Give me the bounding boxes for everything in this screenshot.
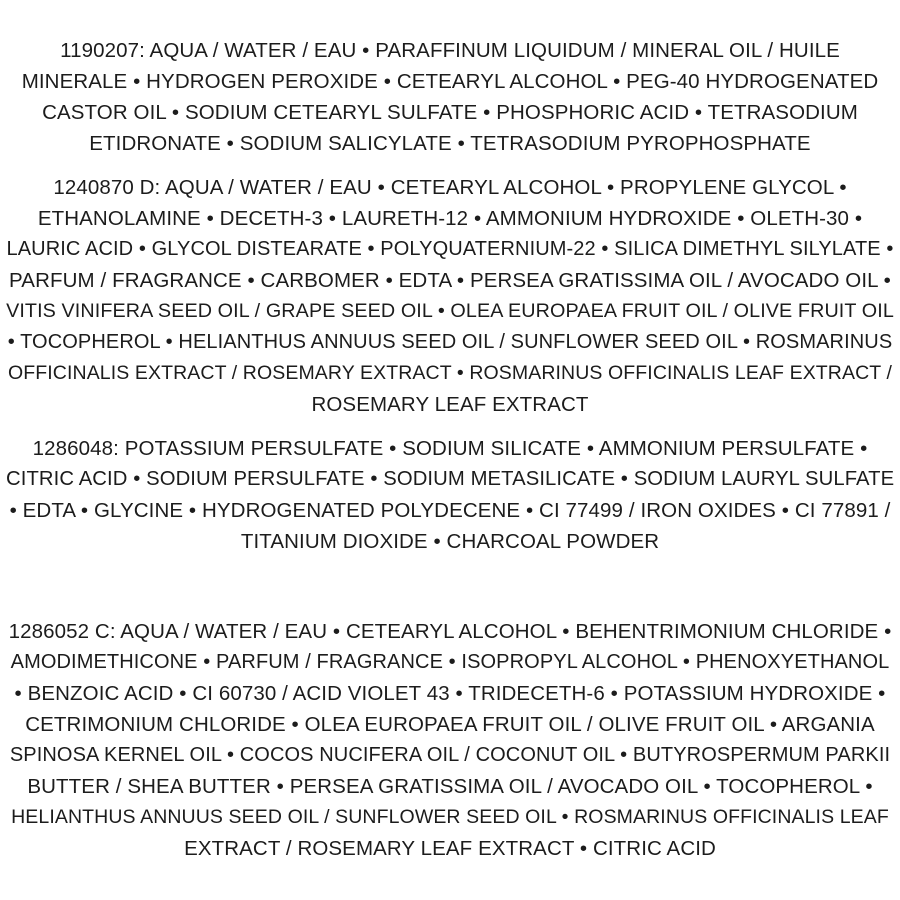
ingredient-line: HELIANTHUS ANNUUS SEED OIL / SUNFLOWER SEED OIL • ROSMARINUS OFFICINALIS LEAF [11, 806, 889, 828]
ingredient-line: 1190207: AQUA / WATER / EAU • PARAFFINUM LIQUIDUM / MINERAL OIL / HUILE [60, 39, 840, 62]
ingredient-line: 1286048: POTASSIUM PERSULFATE • SODIUM SILICATE • AMMONIUM PERSULFATE • [32, 437, 868, 460]
ingredient-line: AMODIMETHICONE • PARFUM / FRAGRANCE • ISOPROPYL ALCOHOL • PHENOXYETHANOL [10, 651, 890, 673]
ingredient-line: EXTRACT / ROSEMARY LEAF EXTRACT • CITRIC ACID [184, 837, 716, 860]
ingredient-line: ETHANOLAMINE • DECETH-3 • LAURETH-12 • AMMONIUM HYDROXIDE • OLETH-30 • [37, 207, 863, 230]
ingredient-line: 1286052 C: AQUA / WATER / EAU • CETEARYL ALCOHOL • BEHENTRIMONIUM CHLORIDE • [8, 620, 892, 643]
ingredient-line: SPINOSA KERNEL OIL • COCOS NUCIFERA OIL / COCONUT OIL • BUTYROSPERMUM PARKII [9, 744, 891, 766]
ingredient-block-1286048 [6, 433, 894, 557]
ingredient-block-1240870-d [6, 172, 894, 420]
ingredient-line: • EDTA • GLYCINE • HYDROGENATED POLYDECENE • CI 77499 / IRON OXIDES • CI 77891 / [9, 499, 891, 522]
ingredient-line: ETIDRONATE • SODIUM SALICYLATE • TETRASODIUM PYROPHOSPHATE [89, 132, 811, 155]
ingredient-line: TITANIUM DIOXIDE • CHARCOAL POWDER [240, 530, 660, 553]
ingredient-block-1190207 [6, 35, 894, 159]
ingredient-line: CITRIC ACID • SODIUM PERSULFATE • SODIUM METASILICATE • SODIUM LAURYL SULFATE [6, 468, 895, 490]
ingredient-line: PARFUM / FRAGRANCE • CARBOMER • EDTA • PERSEA GRATISSIMA OIL / AVOCADO OIL • [9, 269, 891, 292]
ingredient-line: LAURIC ACID • GLYCOL DISTEARATE • POLYQUATERNIUM-22 • SILICA DIMETHYL SILYLATE • [6, 238, 894, 260]
ingredient-line: CETRIMONIUM CHLORIDE • OLEA EUROPAEA FRUIT OIL / OLIVE FRUIT OIL • ARGANIA [25, 713, 875, 736]
ingredient-line: BUTTER / SHEA BUTTER • PERSEA GRATISSIMA OIL / AVOCADO OIL • TOCOPHEROL • [27, 775, 873, 798]
ingredient-line: VITIS VINIFERA SEED OIL / GRAPE SEED OIL • OLEA EUROPAEA FRUIT OIL / OLIVE FRUIT OIL [6, 300, 894, 322]
ingredient-line: MINERALE • HYDROGEN PEROXIDE • CETEARYL ALCOHOL • PEG-40 HYDROGENATED [21, 70, 879, 93]
ingredient-line: • BENZOIC ACID • CI 60730 / ACID VIOLET 43 • TRIDECETH-6 • POTASSIUM HYDROXIDE • [14, 682, 886, 705]
ingredient-line: ROSEMARY LEAF EXTRACT [311, 393, 589, 416]
ingredient-line: 1240870 D: AQUA / WATER / EAU • CETEARYL ALCOHOL • PROPYLENE GLYCOL • [53, 176, 847, 199]
ingredient-line: • TOCOPHEROL • HELIANTHUS ANNUUS SEED OIL / SUNFLOWER SEED OIL • ROSMARINUS [7, 331, 893, 353]
ingredient-block-1286052-c [6, 616, 894, 864]
ingredient-line: CASTOR OIL • SODIUM CETEARYL SULFATE • PHOSPHORIC ACID • TETRASODIUM [42, 101, 858, 124]
ingredient-line: OFFICINALIS EXTRACT / ROSEMARY EXTRACT • ROSMARINUS OFFICINALIS LEAF EXTRACT / [8, 362, 892, 384]
